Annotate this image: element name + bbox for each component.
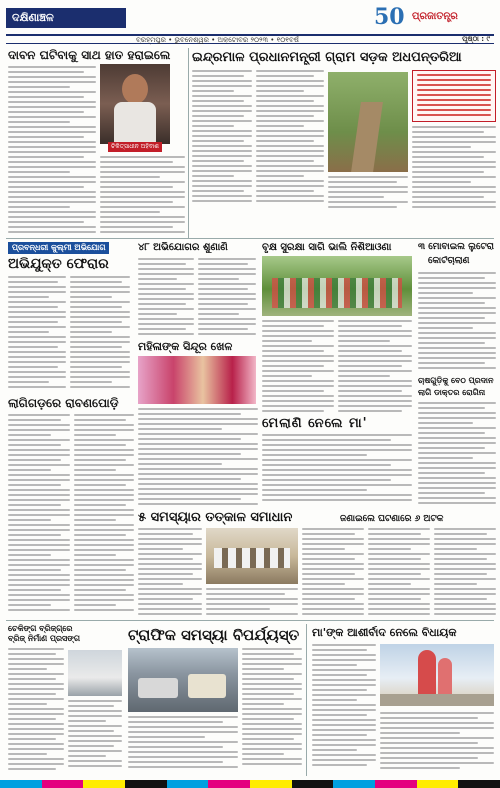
story11-text-col1 [138,528,202,618]
story9-text [262,434,412,504]
page-number: ପୃଷ୍ଠା : ୯ [462,35,490,43]
story13-text-col2 [242,648,302,774]
story5-text-col1 [262,320,334,416]
story6-headline: ୩ ମୋବାଇଲ ଲୁଟେରା [418,242,494,252]
story11-text-col3 [302,528,364,618]
newspaper-name: ପ୍ରଜାତନ୍ତ୍ର [412,11,458,22]
row-divider [6,238,494,239]
story2-headline: ଇନ୍ଦ୍ରମାଳ ପ୍ରଧାନମନ୍ତ୍ରୀ ଗ୍ରାମ ସଡ଼କ ଅଧପନ୍ତରିଆ [192,50,462,65]
row-divider-bottom [6,620,494,621]
story11-text-col2 [206,588,298,618]
story7-photo [138,356,256,404]
masthead [6,4,494,34]
story4-text-col2 [198,258,256,338]
story12-headline: ଚେକିଙ୍ଗ ବ୍ରିଜ୍‌ଗ୍ରେ [8,624,73,633]
story12-text [8,648,64,774]
highlight-box [412,70,496,122]
story4-text-col1 [138,258,194,338]
story12-text-col2 [68,700,122,774]
story12-subhead: ବ୍ରିଜ୍ ନିର୍ମାଣ ପ୍ରସଙ୍ଗ [8,634,81,643]
story1-text [8,66,96,236]
story1-headline: ଦାବନ ଘଟିବାକୁ ସାଥ ହାତ ହରାଇଲେ [8,48,171,62]
story3-text-col2 [70,276,130,392]
story3-headline: ଅଭିଯୁକ୍ତ ଫେରାର [8,256,109,272]
story5-text-col2 [338,320,412,416]
dateline [6,34,494,44]
story2-text-col2 [256,70,324,210]
kicker-label: ପ୍ରବନ୍ଧରୀ କୁଲ୍ମୀ ଅଭିଯୋଗ [8,242,109,254]
story11-headline: ୫ ସମସ୍ୟାର ତତ୍କାଳ ସମାଧାନ [138,510,293,525]
story14-temple-photo [380,644,494,706]
story14-text-col2 [380,712,494,774]
story3-text-col1 [8,276,66,392]
story2-road-photo [328,72,408,172]
story13-text-col1 [128,716,238,774]
story9-headline: ମେଲାଣି ନେଲେ ମା' [262,416,368,431]
story2-text-col3 [328,176,408,212]
story11-tail-headline: ଜଣାଇଲେ ଘଟଣାରେ ୬ ଅଟକ [340,514,444,524]
story2-text-col4 [412,126,496,212]
section-flag: ଦକ୍ଷିଣାଞ୍ଚଳ [6,8,126,28]
story1-photo-caption: ଚିକିତ୍ସାଧୀନ ଅହିବାଶ [108,142,162,152]
story5-photo [262,256,412,316]
story13-headline: ଟ୍ରାଫିକ ସମସ୍ୟା ବିପର୍ଯ୍ୟସ୍ତ [128,626,300,644]
story11-meeting-photo [206,528,298,584]
story8-headline: ଲାଗିଗଡ଼ରେ ରାବଣପୋଡ଼ି [8,396,119,410]
anniversary-logo-number: 50 [374,4,405,30]
story11-text-col4 [368,528,430,618]
dateline-text: ବ୍ରହ୍ମପୁର • ଭୁବନେଶ୍ୱର • ଅକ୍ଟୋବର ୨୦୨୩ • ୧୦୧ବର୍ଷ [136,36,299,44]
story6-text [418,272,496,372]
story5-headline: ବୃକ୍ଷ ସୁରକ୍ଷା ସାଗି ଭାଲି ନିଶିଆଓଣା [262,242,392,253]
story10-text [418,402,496,508]
story14-text-col1 [312,644,376,774]
story11-text-col5 [434,528,496,618]
story13-traffic-photo [128,648,238,712]
story6-subhead: କୋର୍ଟଚାଲାଣ [428,256,470,266]
column-divider [188,48,189,238]
print-color-bar [0,780,500,788]
story4-headline: ୪୮ ଅଭିଯୋଗର ଶୁଣାଣି [138,242,228,253]
story2-text-col1 [192,70,252,210]
story8-text-col2 [74,414,134,614]
story1-photo [100,64,170,144]
story14-headline: ମା'ଙ୍କ ଆଶୀର୍ବାଦ ନେଲେ ବିଧାୟକ [312,626,457,639]
story8-text-col1 [8,414,70,614]
story7-text [138,408,258,508]
story10-headline: ଚାଷଗୁଡ଼ିକୁ ବେଠ ପ୍ରଦାନ [418,376,494,385]
story10-subhead: ଲାଗି ଡାକ୍ତର ରୋଗିନା [418,388,486,397]
story1-text-col2 [100,156,185,236]
story7-headline: ମହିଳାଙ୍କ ସିନ୍ଦୂର ଖେଳ [138,340,233,353]
story12-bridge-photo [68,650,122,696]
column-divider-bottom [306,624,307,776]
newspaper-logo [374,4,494,32]
